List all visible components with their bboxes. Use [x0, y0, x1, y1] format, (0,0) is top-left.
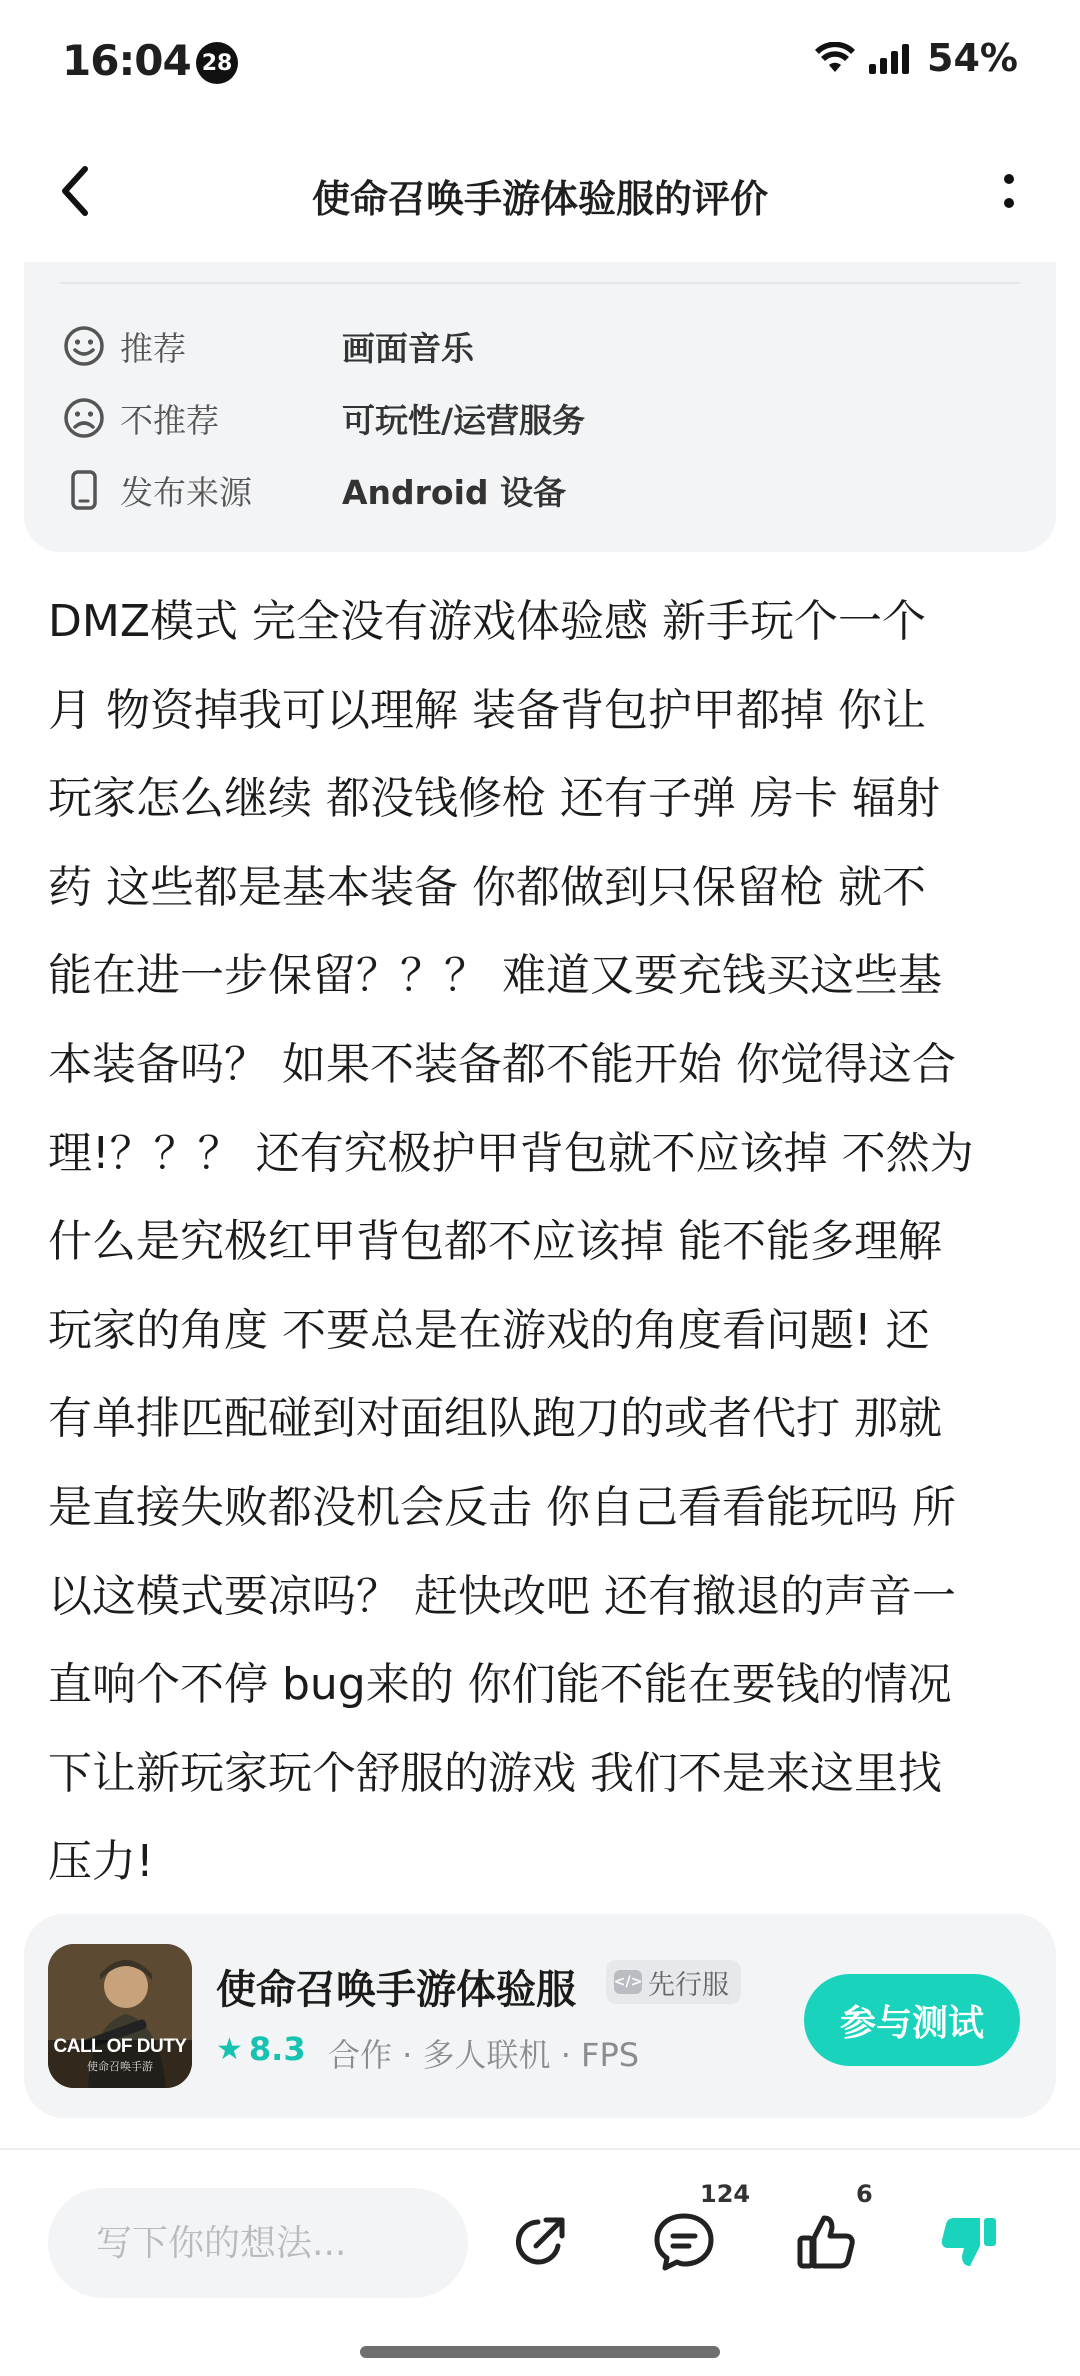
code-icon: </>: [614, 1970, 642, 1994]
review-line: DMZ模式 完全没有游戏体验感 新手玩个一个: [48, 596, 926, 647]
share-icon: [508, 2210, 572, 2274]
like-count: 6: [856, 2180, 873, 2208]
review-line: 以这模式要凉吗？ 赶快改吧 还有撤退的声音一: [48, 1570, 956, 1622]
review-line: 本装备吗？ 如果不装备都不能开始 你觉得这合: [48, 1038, 956, 1090]
info-label: 发布来源: [120, 472, 252, 512]
game-name[interactable]: 使命召唤手游体验服: [216, 1967, 576, 2013]
review-info-card: [24, 262, 1056, 552]
game-logo[interactable]: [48, 1944, 192, 2088]
comment-button[interactable]: [642, 2200, 726, 2284]
review-line: 药 这些都是基本装备 你都做到只保留枪 就不: [48, 861, 926, 913]
divider: [60, 282, 1020, 284]
info-value: 画面音乐: [342, 328, 474, 368]
more-vertical-icon: [1001, 171, 1017, 211]
info-row-not-recommend: [60, 390, 585, 446]
page-title: 使命召唤手游体验服的评价: [311, 177, 768, 221]
review-line: 是直接失败都没机会反击 你自己看看能玩吗 所: [48, 1481, 956, 1533]
info-row-source: [60, 462, 566, 518]
review-line: 有单排匹配碰到对面组队跑刀的或者代打 那就: [48, 1393, 942, 1445]
comment-count: 124: [700, 2180, 751, 2208]
game-tags: 合作 · 多人联机 · FPS: [328, 2036, 640, 2074]
review-line: 能在进一步保留？？？ 难道又要充钱买这些基: [48, 950, 942, 1002]
battery-percent: 54%: [927, 36, 1018, 80]
phone-icon: [60, 466, 108, 514]
review-line: 压力!: [48, 1836, 154, 1888]
review-line: 理!？？？ 还有究极护甲背包就不应该掉 不然为: [48, 1127, 974, 1179]
smile-icon: [60, 322, 108, 370]
review-line: 什么是究极红甲背包都不应该掉 能不能多理解: [48, 1216, 942, 1268]
status-time: 16:04: [62, 36, 191, 85]
like-button[interactable]: [784, 2200, 868, 2284]
status-bar: [0, 0, 1080, 120]
join-test-button[interactable]: 参与测试: [804, 1974, 1020, 2066]
review-body: [48, 578, 1038, 1907]
game-rating: [216, 2030, 306, 2068]
logo-text: CALL OF DUTY: [53, 2036, 187, 2057]
logo-subtext: 使命召唤手游: [87, 2060, 153, 2073]
share-button[interactable]: [498, 2200, 582, 2284]
more-options-button[interactable]: [974, 156, 1044, 226]
info-label: 推荐: [120, 328, 186, 368]
review-line: 直响个不停 bug来的 你们能不能在要钱的情况: [48, 1659, 952, 1711]
info-value: Android 设备: [342, 472, 567, 512]
info-value: 可玩性/运营服务: [342, 400, 586, 440]
frown-icon: [60, 394, 108, 442]
review-line: 月 物资掉我可以理解 装备背包护甲都掉 你让: [48, 684, 926, 736]
review-line: 玩家怎么继续 都没钱修枪 还有子弹 房卡 辐射: [48, 773, 940, 825]
comment-icon: [651, 2210, 717, 2274]
home-indicator[interactable]: [360, 2346, 720, 2358]
info-label: 不推荐: [120, 400, 219, 440]
dislike-button[interactable]: [926, 2200, 1010, 2284]
bottom-action-bar: [0, 2148, 1080, 2376]
comment-input[interactable]: [48, 2188, 468, 2298]
review-line: 玩家的角度 不要总是在游戏的角度看问题! 还: [48, 1304, 930, 1356]
app-header: [0, 128, 1080, 258]
badge-label: 先行服: [648, 1969, 729, 2001]
info-row-recommend: [60, 318, 474, 374]
status-indicators: [815, 36, 1018, 80]
game-card[interactable]: [24, 1914, 1056, 2118]
early-access-badge: [606, 1960, 741, 2004]
notification-badge: 28: [196, 42, 238, 84]
wifi-icon: [815, 42, 855, 74]
signal-icon: [869, 42, 913, 74]
review-line: 下让新玩家玩个舒服的游戏 我们不是来这里找: [48, 1747, 942, 1799]
thumbs-down-icon: [936, 2210, 1000, 2274]
thumbs-up-icon: [794, 2210, 858, 2274]
star-icon: ★: [216, 2031, 243, 2067]
rating-value: 8.3: [248, 2030, 306, 2068]
